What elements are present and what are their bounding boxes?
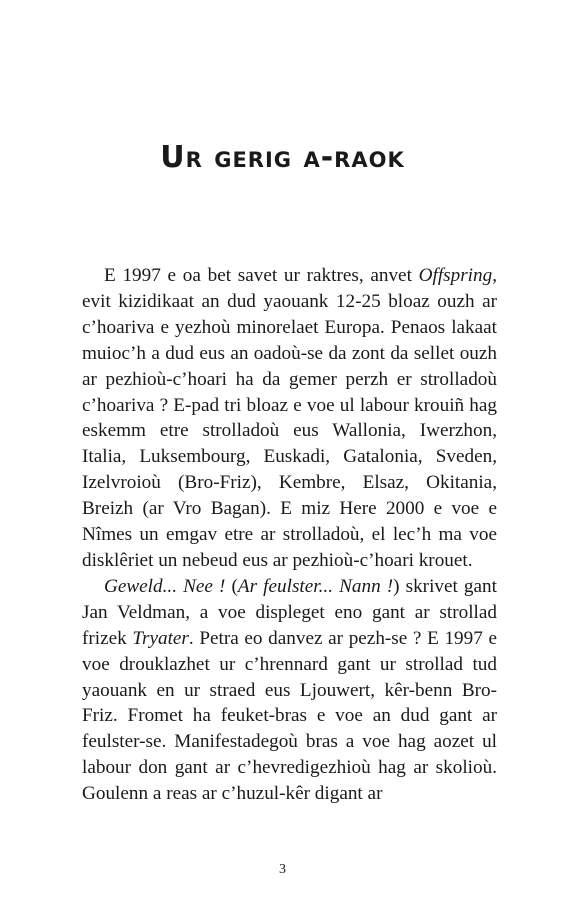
italic-text: Tryater <box>132 627 189 649</box>
paragraph <box>82 263 497 574</box>
text-run: E 1997 e oa bet savet ur raktres, anvet <box>104 265 419 286</box>
italic-text: Geweld... Nee ! <box>104 575 226 597</box>
text-run: ( <box>225 575 238 597</box>
text-run: , evit kizidikaat an dud yaouank 12-25 bloaz ouzh ar c’hoariva e yezhoù minorelaet Europa. Penaos lakaat muioc’h a dud eus an oadoù-se da zont da sellet ouzh ar pezhioù-c’hoari ha da gemer perzh er strolladoù c’hoariva ? E-pad tri bloaz e voe ul labour krouiñ hag eskemm etre strolladoù eus Wallonia, Iwerzhon, Italia, Luksembourg, Euskadi, Gatalonia, Sveden, Izelvroioù (Bro-Friz), Kembre, Elsaz, Okitania, Breizh (ar Vro Bagan). E miz Here 2000 e voe e Nîmes un emgav etre ar strolladoù, el lec’h ma voe disklêriet un nebeud eus ar pezhioù-c’hoari krouet. <box>82 265 497 571</box>
italic-text: Ar feulster... Nann ! <box>237 575 394 597</box>
text-run: . Petra eo danvez ar pezh-se ? E 1997 e voe drouklazhet ur c’hrennard gant ur strollad tud yaouank en ur straed eus Ljouwert, kêr-benn Bro-Friz. Fromet ha feuket-bras e voe an dud gant ar feulster-se. Manifestadegoù bras a voe hag aozet ul labour don gant ar c’hevredigezhioù hag ar skolioù. Goulenn a reas ar c’huzul-kêr digant ar <box>82 627 497 805</box>
paragraph <box>82 574 497 807</box>
body-text <box>82 263 497 807</box>
text-run: ) skrivet gant Jan Veldman, a voe displeget eno gant ar strollad frizek <box>82 575 497 649</box>
chapter-title: Ur gerig a-raok <box>160 140 405 175</box>
italic-text: Offspring <box>418 265 493 286</box>
page-number: 3 <box>279 862 286 877</box>
